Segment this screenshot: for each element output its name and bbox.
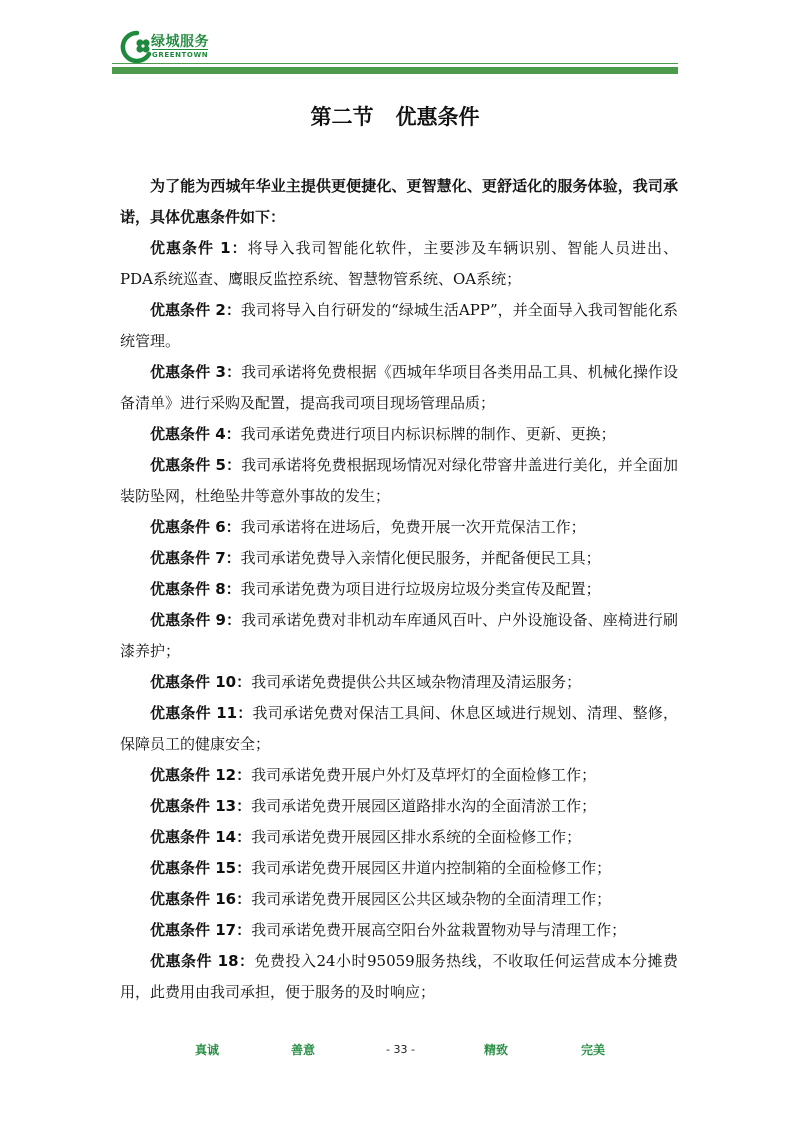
condition-label: 优惠条件 4： bbox=[150, 425, 241, 443]
logo-text-cn: 绿城服务 bbox=[151, 34, 209, 50]
condition-text: 我司承诺免费开展高空阳台外盆栽置物劝导与清理工作； bbox=[251, 921, 627, 939]
footer-motto: 完美 bbox=[581, 1043, 606, 1057]
condition-item bbox=[120, 915, 678, 946]
condition-item bbox=[120, 822, 678, 853]
condition-text: 我司承诺将免费根据《西城年华项目各类用品工具、机械化操作设备清单》进行采购及配置，提高我司项目现场管理品质； bbox=[120, 363, 678, 412]
condition-item bbox=[120, 946, 678, 1008]
condition-text: 我司承诺免费开展园区公共区域杂物的全面清理工作； bbox=[251, 890, 612, 908]
condition-text: 将导入我司智能化软件，主要涉及车辆识别、智能人员进出、PDA系统巡查、鹰眼反监控系统、智慧物管系统、OA系统； bbox=[120, 239, 678, 288]
condition-item bbox=[120, 574, 678, 605]
condition-text: 我司承诺免费对非机动车库通风百叶、户外设施设备、座椅进行刷漆养护； bbox=[120, 611, 678, 660]
condition-item bbox=[120, 512, 678, 543]
page-footer bbox=[0, 1041, 793, 1059]
section-title: 第二节 优惠条件 bbox=[310, 105, 480, 129]
condition-label: 优惠条件 18： bbox=[150, 952, 255, 970]
condition-item bbox=[120, 853, 678, 884]
footer-motto: 精致 bbox=[484, 1043, 509, 1057]
logo-text-en: GREENTOWN bbox=[152, 51, 209, 59]
condition-item bbox=[120, 760, 678, 791]
condition-label: 优惠条件 8： bbox=[150, 580, 241, 598]
condition-text: 我司承诺免费开展园区排水系统的全面检修工作； bbox=[251, 828, 582, 846]
condition-label: 优惠条件 11： bbox=[150, 704, 253, 722]
page-number: - 33 - bbox=[386, 1043, 415, 1056]
condition-text: 我司承诺将在进场后，免费开展一次开荒保洁工作； bbox=[240, 518, 586, 536]
condition-item bbox=[120, 233, 678, 295]
conditions-list bbox=[120, 233, 678, 1008]
condition-text: 我司承诺免费进行项目内标识标牌的制作、更新、更换； bbox=[240, 425, 616, 443]
header-rule-thin bbox=[112, 63, 678, 64]
condition-text: 我司承诺免费开展园区井道内控制箱的全面检修工作； bbox=[251, 859, 612, 877]
condition-item bbox=[120, 667, 678, 698]
clover-logo-icon bbox=[120, 30, 154, 64]
condition-item bbox=[120, 698, 678, 760]
condition-text: 我司将导入自行研发的“绿城生活APP”，并全面导入我司智能化系统管理。 bbox=[120, 301, 678, 350]
condition-item bbox=[120, 791, 678, 822]
condition-item bbox=[120, 605, 678, 667]
condition-text: 我司承诺免费开展户外灯及草坪灯的全面检修工作； bbox=[251, 766, 597, 784]
condition-text: 我司承诺免费提供公共区域杂物清理及清运服务； bbox=[251, 673, 582, 691]
condition-label: 优惠条件 7： bbox=[150, 549, 241, 567]
condition-label: 优惠条件 2： bbox=[150, 301, 241, 319]
condition-label: 优惠条件 15： bbox=[150, 859, 252, 877]
condition-label: 优惠条件 12： bbox=[150, 766, 252, 784]
condition-text: 我司承诺将免费根据现场情况对绿化带窨井盖进行美化，并全面加装防坠网，杜绝坠井等意外事故的发生； bbox=[120, 456, 678, 505]
condition-label: 优惠条件 3： bbox=[150, 363, 242, 381]
condition-text: 我司承诺免费为项目进行垃圾房垃圾分类宣传及配置； bbox=[240, 580, 601, 598]
condition-item bbox=[120, 295, 678, 357]
condition-label: 优惠条件 17： bbox=[150, 921, 252, 939]
condition-label: 优惠条件 16： bbox=[150, 890, 252, 908]
condition-label: 优惠条件 13： bbox=[150, 797, 252, 815]
condition-item bbox=[120, 419, 678, 450]
condition-label: 优惠条件 14： bbox=[150, 828, 252, 846]
greentown-logo bbox=[120, 30, 230, 64]
header-rule-thick bbox=[112, 67, 678, 74]
condition-label: 优惠条件 5： bbox=[150, 456, 242, 474]
document-body bbox=[120, 171, 678, 1008]
condition-text: 我司承诺免费导入亲情化便民服务，并配备便民工具； bbox=[240, 549, 601, 567]
condition-label: 优惠条件 6： bbox=[150, 518, 241, 536]
condition-text: 我司承诺免费对保洁工具间、休息区域进行规划、清理、整修，保障员工的健康安全； bbox=[120, 704, 678, 753]
footer-motto: 善意 bbox=[291, 1043, 316, 1057]
condition-item bbox=[120, 543, 678, 574]
condition-label: 优惠条件 9： bbox=[150, 611, 242, 629]
condition-label: 优惠条件 10： bbox=[150, 673, 252, 691]
condition-item bbox=[120, 357, 678, 419]
condition-item bbox=[120, 884, 678, 915]
condition-text: 我司承诺免费开展园区道路排水沟的全面清淤工作； bbox=[251, 797, 597, 815]
footer-motto: 真诚 bbox=[195, 1043, 220, 1057]
condition-label: 优惠条件 1： bbox=[150, 239, 248, 257]
condition-item bbox=[120, 450, 678, 512]
intro-paragraph: 为了能为西城年华业主提供更便捷化、更智慧化、更舒适化的服务体验，我司承诺，具体优惠条件如下： bbox=[120, 177, 678, 226]
condition-text: 免费投入24小时95059服务热线，不收取任何运营成本分摊费用，此费用由我司承担，便于服务的及时响应； bbox=[120, 952, 678, 1001]
